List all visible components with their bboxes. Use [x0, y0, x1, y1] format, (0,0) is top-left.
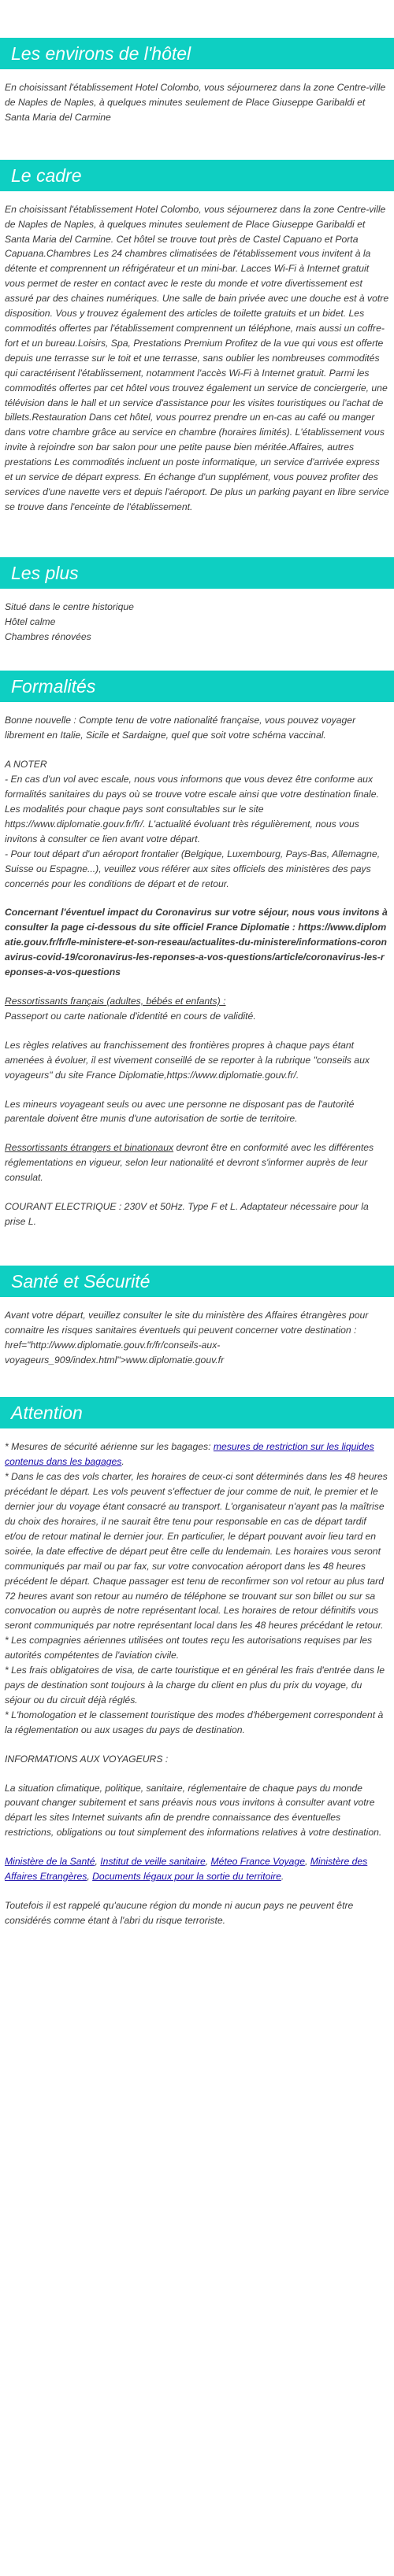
- section-title: Le cadre: [11, 164, 82, 186]
- info-links: Ministère de la Santé, Institut de veille sanitaire, Méteo France Voyage, Ministère des Affaires Etrangères, Documents légaux pour la sortie du territoire.: [5, 1856, 368, 1883]
- section-header: [0, 671, 394, 702]
- section-attention: [0, 1397, 394, 1927]
- ressortissants-francais-text: Passeport ou carte nationale d'identité en cours de validité.: [5, 1010, 256, 1022]
- plus-item: Situé dans le centre historique: [5, 601, 134, 612]
- section-header: [0, 160, 394, 191]
- section-formalites: [0, 671, 394, 1229]
- info-voyageurs-heading: INFORMATIONS AUX VOYAGEURS :: [5, 1753, 169, 1765]
- attention-homologation: * L'homologation et le classement touristique des modes d'hébergement correspondent à la réglementation ou aux usages du pays de destination.: [5, 1709, 384, 1735]
- punctuation: .: [121, 1456, 125, 1468]
- coronavirus-notice: Concernant l'éventuel impact du Coronavirus sur votre séjour, nous vous invitons à consulter la page ci-dessous du site officiel France Diplomatie : https://www.diplomatie.gouv.fr/fr/le-ministere-et-son-reseau/actualites-du-ministere/informations-coronavirus-covid-19/coronavirus-les-reponses-a-vos-questions/article/coronavirus-les-reponses-a-vos-questions: [5, 907, 388, 978]
- plus-item: Hôtel calme: [5, 615, 56, 627]
- section-environs: [0, 38, 394, 125]
- frontieres-text: Les règles relatives au franchissement des frontières propres à chaque pays étant amenées à évoluer, il est vivement conseillé de se reporter à la rubrique "conseils aux voyageurs" du site France Diplomatie,https://www.diplomatie.gouv.fr/.: [5, 1039, 370, 1081]
- cadre-text: En choisissant l'établissement Hotel Colombo, vous séjournerez dans la zone Centre-ville de Naples de Naples, à quelques minutes seulement de Place Giuseppe Garibaldi et Santa Maria del Carmine. Cet hôtel se trouve tout près de Castel Capuano et Porta Capuana.Chambres Les 24 chambres climatisées de l'établissement vous invitent à la détente et comprennent un réfrigérateur et un mini-bar. Lacces Wi-Fi à Internet gratuit vous permet de rester en contact avec le reste du monde et votre divertissement est assuré par des chaines numériques. Une salle de bain privée avec une douche est à votre disposition. Vous y trouvez également des articles de toilette gratuits et un bidet. Les commodités offertes par l'établissement comprennent un téléphone, mais aussi un coffre-fort et un bureau.Loisirs, Spa, Prestations Premium Profitez de la vue qui vous est offerte depuis une terrasse sur le toit et une terrasse, sans oublier les nombreuses commodités qui caractérisent l'établissement, notamment l'accès Wi-Fi à Internet gratuit. Parmi les commodités offertes par cet hôtel vous trouvez également un service de conciergerie, une télévision dans le hall et un service d'assistance pour les visites touristiques ou l'achat de billets.Restauration Dans cet hôtel, vous pourrez prendre un en-cas au café ou manger dans votre chambre grâce au service en chambre (horaires limités). L'établissement vous invite à rejoindre son bar salon pour une petite pause bien méritée.Affaires, autres prestations Les commodités incluent un poste informatique, un service d'arrivée express et un service de départ express. En échange d'un supplément, vous pouvez profiter des services d'une navette vers et depuis l'aéroport. De plus un parking payant en libre service se trouve dans l'enceinte de l'établissement.: [5, 203, 389, 512]
- note-line: Les modalités pour chaque pays sont consultables sur le site https://www.diplomatie.gouv.fr/fr/. L'actualité évoluant très régulièrement, nous vous invitons à consulter ce lien avant votre départ.: [5, 804, 359, 844]
- ressortissants-etrangers-heading: Ressortissants étrangers et binationaux: [5, 1142, 174, 1154]
- liquides-restriction-link[interactable]: mesures de restriction sur les liquides contenus dans les bagages: [5, 1441, 374, 1468]
- link-affaires-etrangeres[interactable]: Ministère des Affaires Etrangères: [5, 1856, 368, 1883]
- link-meteo-france[interactable]: Méteo France Voyage: [210, 1856, 305, 1868]
- section-title: Formalités: [11, 676, 96, 697]
- section-title: Les environs de l'hôtel: [11, 43, 191, 64]
- ressortissants-etrangers-text: devront être en conformité avec les différentes réglementations en vigueur, selon leur nationalité et devront s'informer auprès de leur consulat.: [5, 1142, 374, 1184]
- info-voyageurs-text: La situation climatique, politique, sanitaire, réglementaire de chaque pays du monde pouvant changer subitement et sans préavis nous vous invitons à consulter avant votre départ les sites Internet suivants afin de prendre connaissance des éventuelles restrictions, obligations ou tout simplement des informations relatives à votre destination.: [5, 1782, 382, 1839]
- link-documents-legaux[interactable]: Documents légaux pour la sortie du territoire: [92, 1871, 281, 1883]
- link-veille-sanitaire[interactable]: Institut de veille sanitaire: [100, 1856, 206, 1868]
- section-sante: [0, 1266, 394, 1368]
- environs-text: En choisissant l'établissement Hotel Colombo, vous séjournerez dans la zone Centre-ville de Naples de Naples, à quelques minutes seulement de Place Giuseppe Garibaldi et Santa Maria del Carmine: [5, 82, 386, 123]
- note-line: - Pour tout départ d'un aéroport frontalier (Belgique, Luxembourg, Pays-Bas, Allemagne, Suisse ou Espagne...), veuillez vous référer aux sites officiels des ministères des pays concernés pour les conditions de départ et de retour.: [5, 848, 381, 889]
- link-ministere-sante[interactable]: Ministère de la Santé: [5, 1856, 95, 1868]
- courant-electrique: COURANT ELECTRIQUE : 230V et 50Hz. Type F et L. Adaptateur nécessaire pour la prise L.: [5, 1201, 369, 1227]
- attention-compagnies: * Les compagnies aériennes utilisées ont toutes reçu les autorisations requises par les autorités compétentes de l'aviation civile.: [5, 1635, 373, 1661]
- attention-bagages: [5, 1440, 389, 1469]
- section-title: Les plus: [11, 562, 79, 583]
- section-header: [0, 557, 394, 589]
- attention-final: Toutefois il est rappelé qu'aucune région du monde ni aucun pays ne peuvent être considérés comme étant à l'abri du risque terroriste.: [5, 1899, 354, 1926]
- sante-text: Avant votre départ, veuillez consulter le site du ministère des Affaires étrangères pour connaitre les risques sanitaires éventuels qui peuvent concerner votre destination : href="http://www.diplomatie.gouv.fr/fr/conseils-aux-voyageurs_909/index.html">www.diplomatie.gouv.fr: [5, 1309, 369, 1366]
- formalites-intro: Bonne nouvelle : Compte tenu de votre nationalité française, vous pouvez voyager librement en Italie, Sicile et Sardaigne, quel que soit votre schéma vaccinal.: [5, 715, 356, 741]
- section-header: [0, 38, 394, 69]
- plus-item: Chambres rénovées: [5, 630, 91, 642]
- note-heading: A NOTER: [5, 759, 47, 771]
- note-line: - En cas d'un vol avec escale, nous vous informons que vous devez être conforme aux formalités sanitaires du pays où se trouve votre escale ainsi que votre destination finale.: [5, 774, 379, 800]
- section-title: Santé et Sécurité: [11, 1270, 151, 1292]
- section-header: [0, 1397, 394, 1428]
- ressortissants-francais-heading: Ressortissants français (adultes, bébés et enfants) :: [5, 995, 226, 1007]
- section-cadre: [0, 160, 394, 515]
- section-plus: [0, 557, 394, 645]
- section-header: [0, 1266, 394, 1297]
- attention-frais: * Les frais obligatoires de visa, de carte touristique et en général les frais d'entrée dans le pays de destination sont toujours à la charge du client en plus du prix du voyage, du séjour ou du circuit déjà réglés.: [5, 1665, 385, 1706]
- mineurs-text: Les mineurs voyageant seuls ou avec une personne ne disposant pas de l'autorité parentale doivent être munis d'une autorisation de sortie de territoire.: [5, 1098, 355, 1125]
- ressortissants-etrangers: [5, 1140, 389, 1185]
- attention-charter: * Dans le cas des vols charter, les horaires de ceux-ci sont déterminés dans les 48 heures précédant le départ. Les vols peuvent s'effectuer de jour comme de nuit, le premier et le dernier jour du voyage étant consacré au transport. L'organisateur n'ayant pas la maîtrise du choix des horaires, il ne saurait être tenu pour responsable en cas de départ tardif et/ou de retour matinal le dernier jour. En particulier, le départ pouvant avoir lieu tard en soirée, la date effective de départ peut être celle du lendemain. Les horaires vous seront communiqués par mail ou par fax, sur votre convocation aéroport dans les 48 heures précédent le départ. Chaque passager est tenu de reconfirmer son vol retour au plus tard 72 heures avant son retour au numéro de téléphone se trouvant sur son billet ou sur sa convocation ou auprès de notre représentant local. Les horaires de retour définitifs vous seront communiqués par notre représentant local dans les 48 heures précédant le retour.: [5, 1471, 388, 1632]
- attention-bagages-text: * Mesures de sécurité aérienne sur les bagages:: [5, 1441, 214, 1453]
- section-title: Attention: [11, 1403, 83, 1424]
